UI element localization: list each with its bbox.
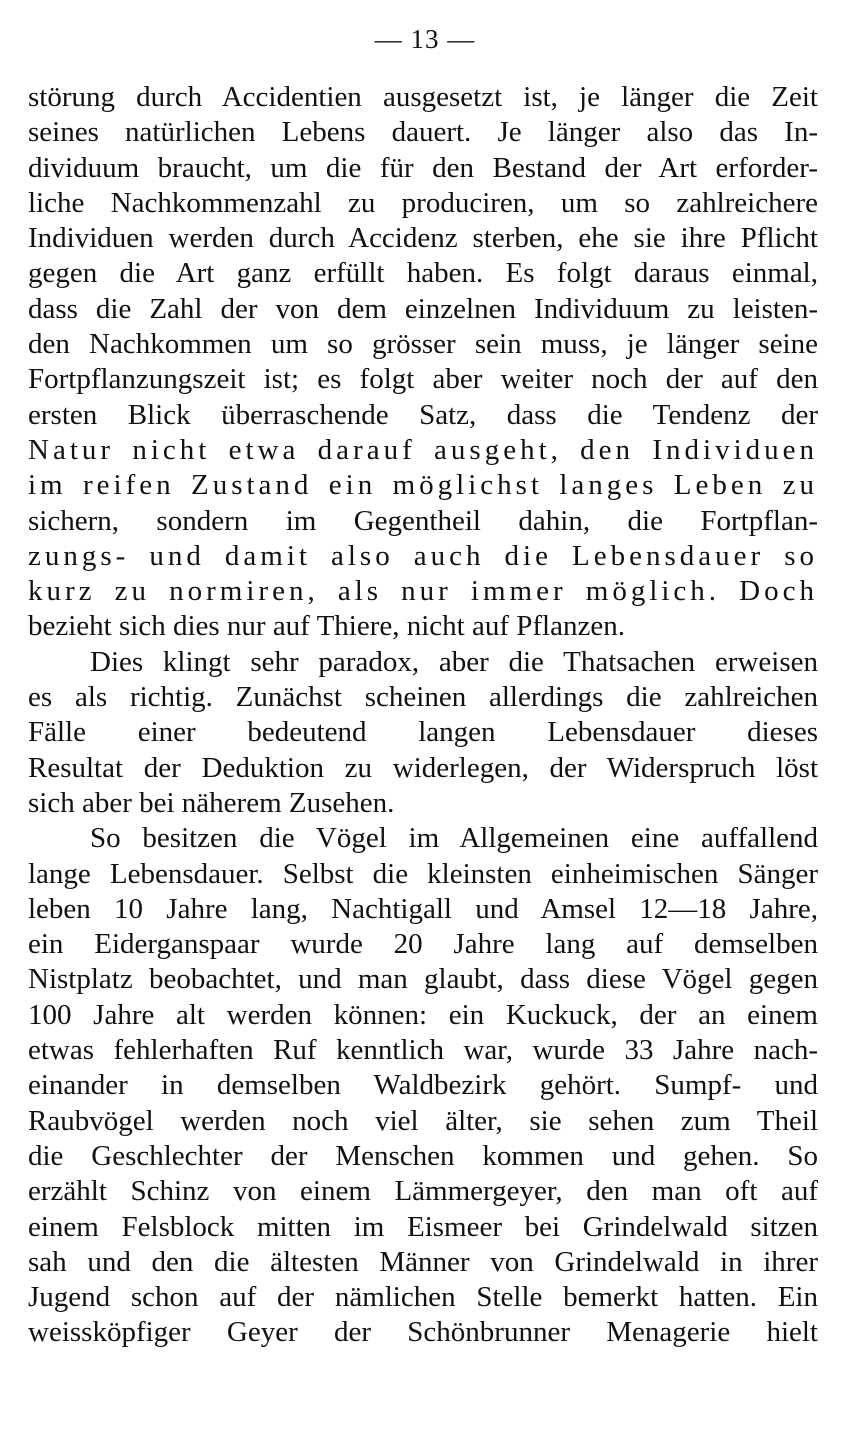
paragraph [28, 645, 818, 821]
text-line: Raubvögel werden noch viel älter, sie sehen zum Theil [28, 1104, 818, 1137]
text-line: gegen die Art ganz erfüllt haben. Es folgt daraus einmal, [28, 257, 818, 290]
text-line: So besitzen die Vögel im Allgemeinen eine auffallend [90, 822, 818, 855]
text-line: ersten Blick überraschende Satz, dass die Tendenz der [28, 398, 818, 431]
text-line: es als richtig. Zunächst scheinen allerdings die zahlreichen [28, 681, 818, 714]
text-line: ein Eiderganspaar wurde 20 Jahre lang auf demselben [28, 928, 818, 961]
text-line: dividuum braucht, um die für den Bestand der Art erforder- [28, 151, 818, 184]
page-number: — 13 — [374, 24, 476, 54]
paragraph [28, 821, 818, 1350]
text-line: den Nachkommen um so grösser sein muss, je länger seine [28, 328, 818, 361]
text-line: einem Felsblock mitten im Eismeer bei Grindelwald sitzen [28, 1210, 818, 1243]
text-line: Resultat der Deduktion zu widerlegen, der Widerspruch löst [28, 751, 818, 784]
text-line: die Geschlechter der Menschen kommen und gehen. So [28, 1139, 818, 1172]
text-line: weissköpfiger Geyer der Schönbrunner Menagerie hielt [28, 1316, 818, 1349]
body-text [28, 80, 818, 1351]
text-line: seines natürlichen Lebens dauert. Je länger also das In- [28, 116, 818, 149]
text-line: störung durch Accidentien ausgesetzt ist, je länger die Zeit [28, 81, 818, 113]
text-line: zungs- und damit also auch die Lebensdauer so [28, 539, 818, 572]
text-line: 100 Jahre alt werden können: ein Kuckuck, der an einem [28, 998, 818, 1031]
text-line: Fälle einer bedeutend langen Lebensdauer dieses [28, 716, 818, 749]
text-line: sich aber bei näherem Zusehen. [28, 786, 395, 819]
text-line: einander in demselben Waldbezirk gehört. Sumpf- und [28, 1069, 818, 1102]
text-line: Nistplatz beobachtet, und man glaubt, dass diese Vögel gegen [28, 963, 818, 996]
text-line: dass die Zahl der von dem einzelnen Individuum zu leisten- [28, 292, 818, 325]
text-line: Natur nicht etwa darauf ausgeht, den Individuen [28, 433, 818, 466]
text-line: Individuen werden durch Accidenz sterben, ehe sie ihre Pflicht [28, 222, 818, 255]
text-line: lange Lebensdauer. Selbst die kleinsten einheimischen Sänger [28, 857, 818, 890]
text-line: Dies klingt sehr paradox, aber die Thatsachen erweisen [90, 645, 818, 678]
text-line: sah und den die ältesten Männer von Grindelwald in ihrer [28, 1245, 818, 1278]
text-line: leben 10 Jahre lang, Nachtigall und Amsel 12—18 Jahre, [28, 892, 818, 925]
text-line: im reifen Zustand ein möglichst langes Leben zu [28, 469, 818, 502]
text-line: erzählt Schinz von einem Lämmergeyer, den man oft auf [28, 1175, 818, 1208]
text-line: Fortpflanzungszeit ist; es folgt aber weiter noch der auf den [28, 363, 818, 396]
text-line: liche Nachkommenzahl zu produciren, um so zahlreichere [28, 186, 818, 219]
text-line: kurz zu normiren, als nur immer möglich. Doch [28, 575, 818, 608]
text-line: etwas fehlerhaften Ruf kenntlich war, wurde 33 Jahre nach- [28, 1034, 818, 1067]
text-line: Jugend schon auf der nämlichen Stelle bemerkt hatten. Ein [28, 1281, 818, 1314]
paragraph [28, 80, 818, 645]
text-line: bezieht sich dies nur auf Thiere, nicht auf Pflanzen. [28, 610, 625, 643]
text-line: sichern, sondern im Gegentheil dahin, die Fortpflan- [28, 504, 818, 537]
